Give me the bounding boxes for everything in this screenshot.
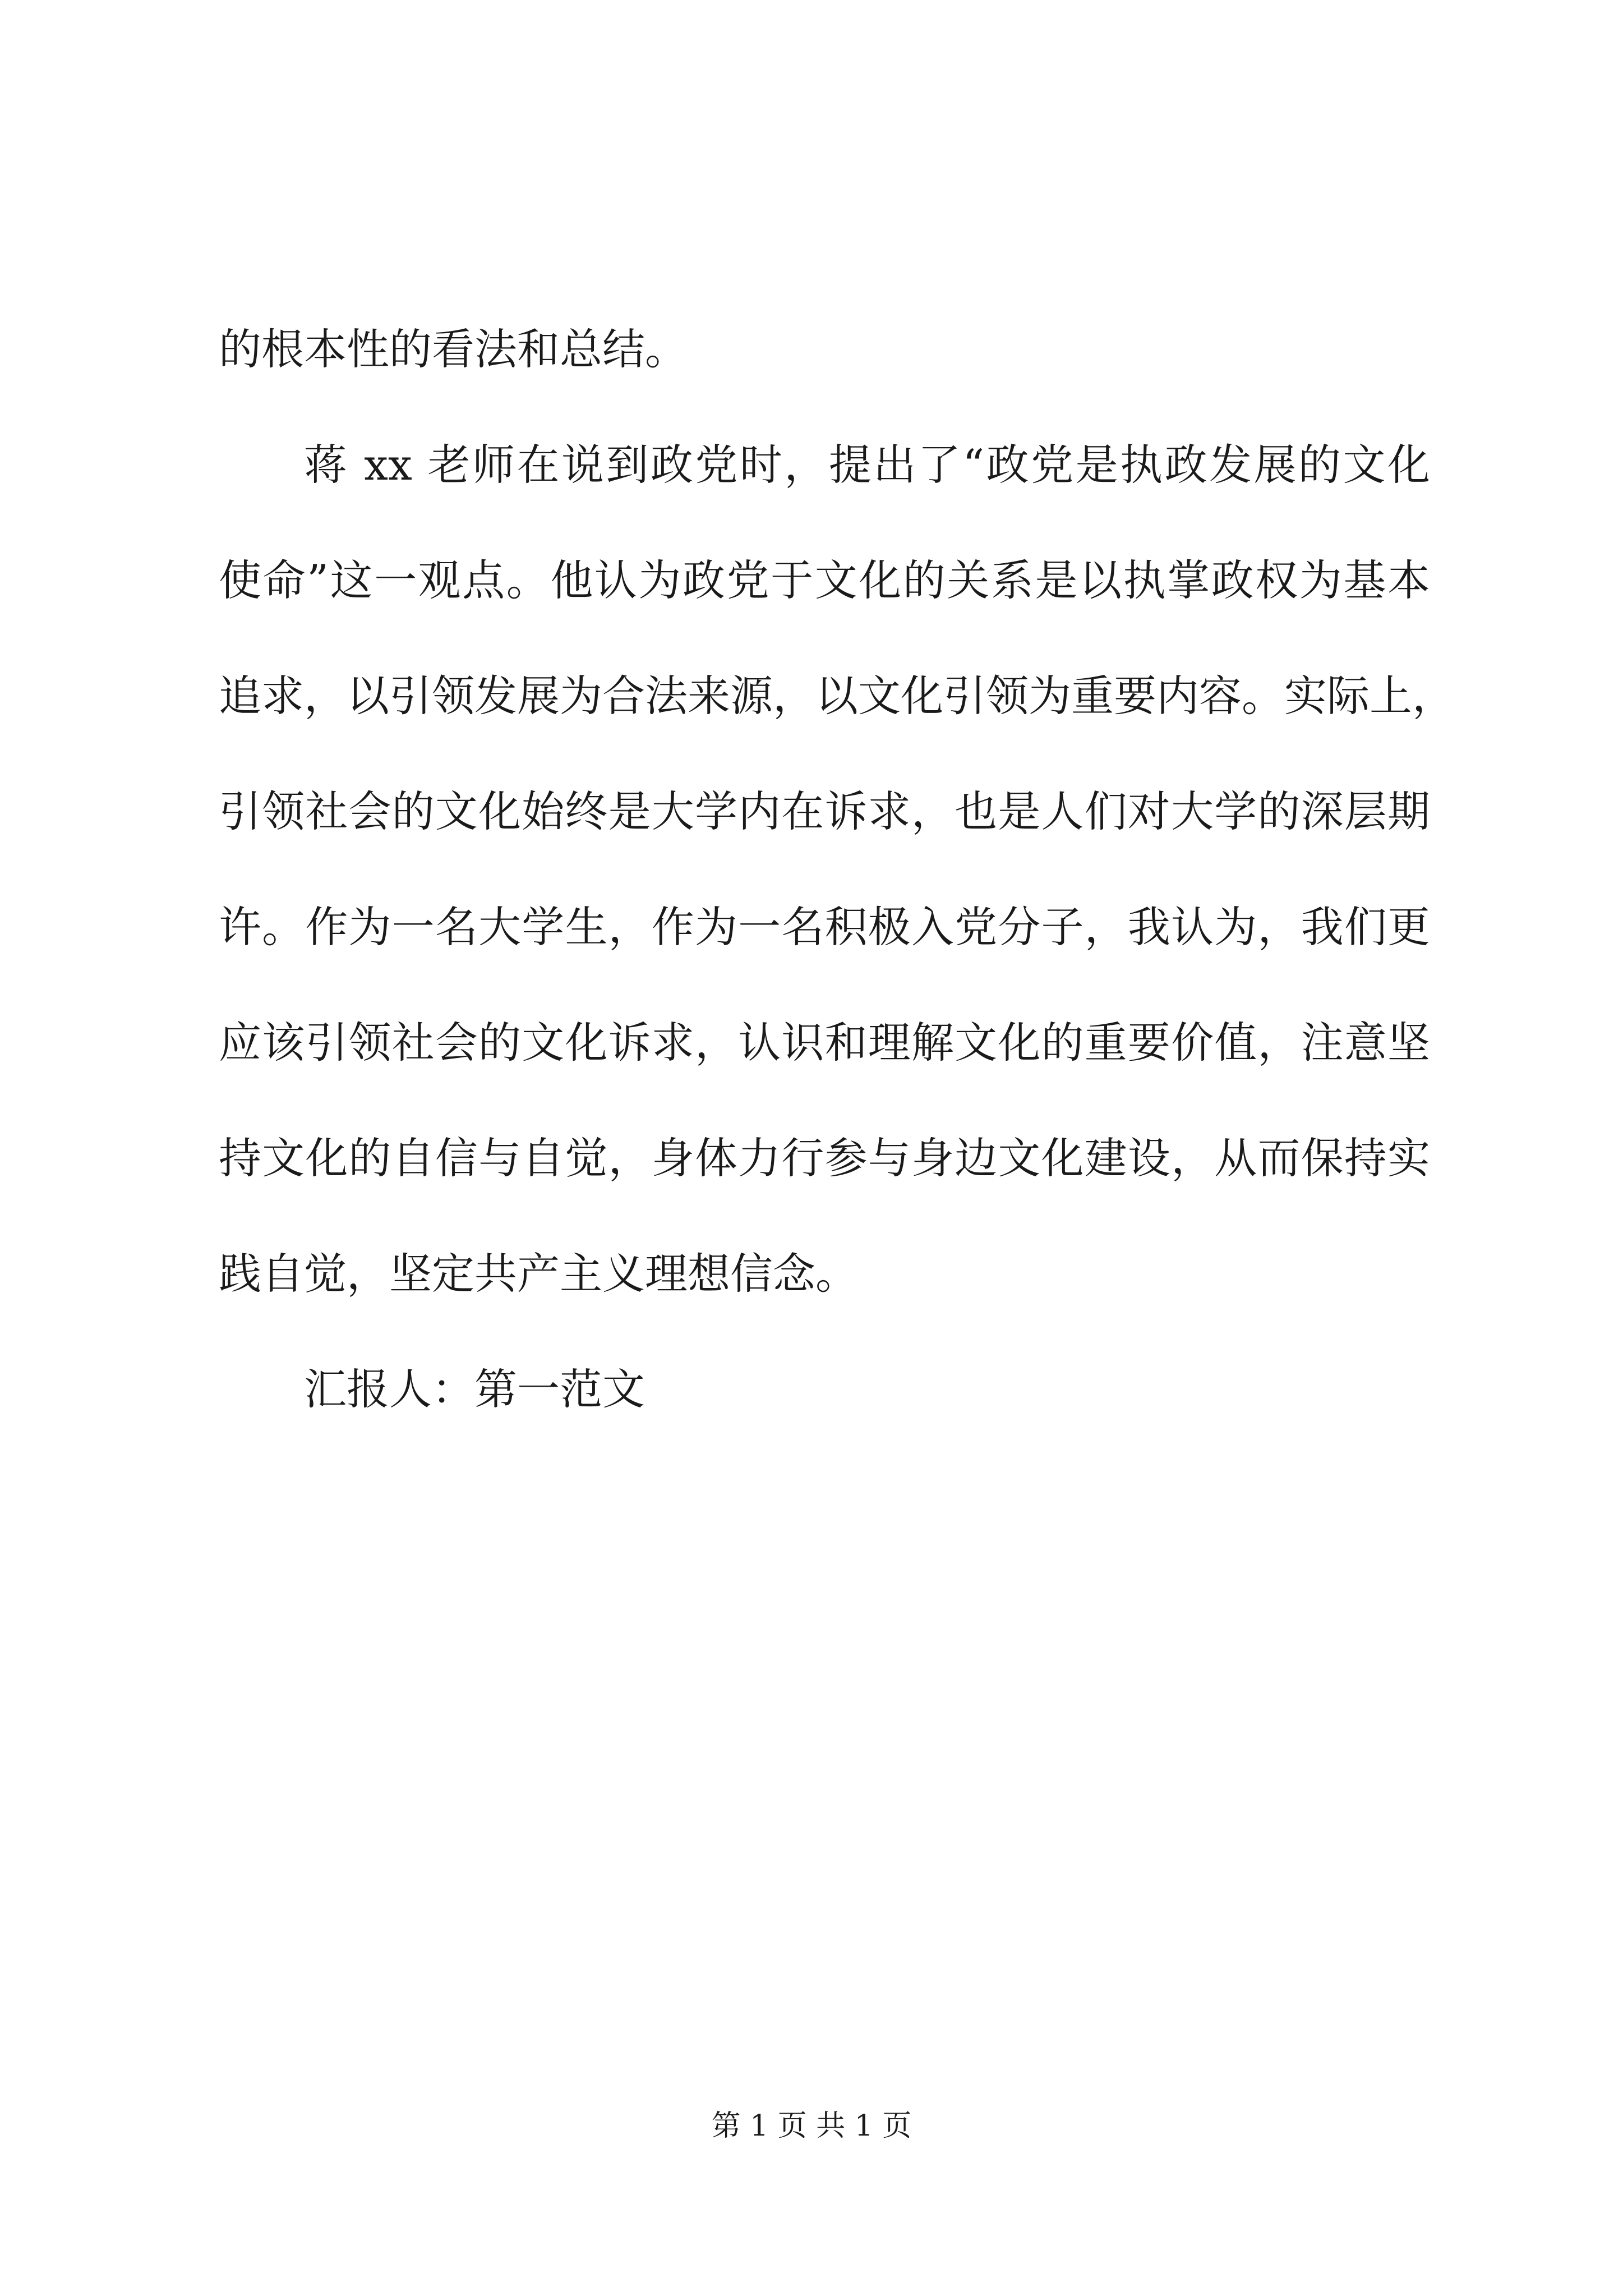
- paragraph-line: 的根本性的看法和总结。: [219, 324, 688, 374]
- paragraph-line: 引领社会的文化始终是大学内在诉求，也是人们对大学的深层期: [219, 786, 1430, 836]
- paragraph-line: 持文化的自信与自觉，身体力行参与身边文化建设，从而保持实: [219, 1133, 1430, 1183]
- page-footer: 第 1 页 共 1 页: [711, 2109, 912, 2143]
- signature-line: 汇报人：第一范文: [304, 1364, 645, 1414]
- paragraph-line: 追求，以引领发展为合法来源，以文化引领为重要内容。实际上，: [219, 671, 1455, 721]
- paragraph-line: 蒋 xx 老师在说到政党时，提出了“政党是执政发展的文化: [304, 440, 1430, 490]
- paragraph-line: 使命”这一观点。他认为政党于文化的关系是以执掌政权为基本: [219, 555, 1430, 605]
- paragraph-line: 践自觉，坚定共产主义理想信念。: [219, 1249, 858, 1299]
- document-body: [219, 292, 1455, 1447]
- paragraph-line: 许。作为一名大学生，作为一名积极入党分子，我认为，我们更: [219, 902, 1430, 952]
- paragraph-line: 应该引领社会的文化诉求，认识和理解文化的重要价值，注意坚: [219, 1018, 1430, 1068]
